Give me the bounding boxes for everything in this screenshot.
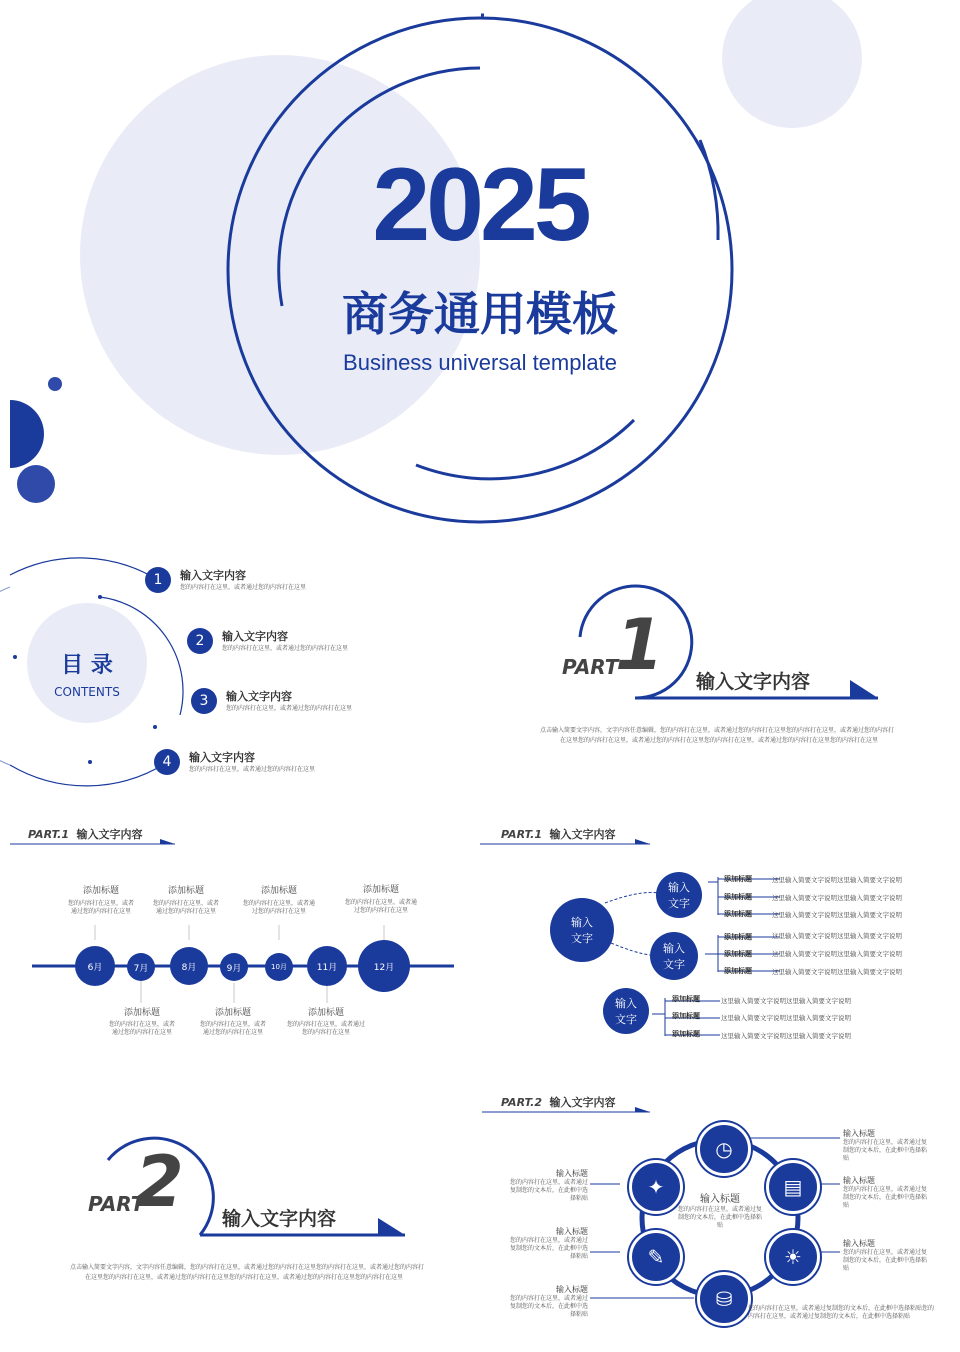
toc-slide [0,545,480,810]
top-item-desc2-2: 通过您的内容打在这里 [155,908,216,915]
tree-node-2[interactable]: 输入 文字 [650,932,698,980]
part2-number: 2 [135,1141,184,1223]
part2-desc-1: 点击输入简要文字内容，文字内容任意编辑，您的内容打在这里，或者通过您的内容打在这里您的内容打在这里，或者通过您的内容打 [70,1264,425,1271]
timeline-top-1 [55,883,147,916]
bottom-item-desc1-2: 您的内容打在这里，或者 [199,1021,266,1028]
top-item-desc1-1: 您的内容打在这里，或者 [67,900,134,907]
tree-tag-7: 添加标题 [672,995,700,1003]
cycle-item-desc-r3: 您的内容打在这里，或者通过复制您的文本后，在此框中选择粘贴 [843,1249,928,1272]
lightbulb-icon[interactable]: ☀ [766,1230,820,1284]
tree-slide [480,815,960,1065]
pen-icon[interactable]: ✎ [629,1230,683,1284]
tree-tag-4: 添加标题 [724,933,752,941]
bottom-item-title-2: 添加标题 [214,1008,251,1018]
tree-header-title: 输入文字内容 [549,828,616,841]
timeline-top-2 [140,883,232,916]
timeline-slide [0,815,480,1065]
bottom-item-desc2-1: 通过您的内容打在这里 [111,1029,172,1036]
cycle-item-desc-l2: 您的内容打在这里，或者通过复制您的文本后，在此框中选择粘贴 [509,1237,588,1260]
cycle-item-r1 [843,1128,928,1163]
cycle-item-title-l2: 输入标题 [556,1227,588,1236]
cycle-item-desc-r2: 您的内容打在这里，或者通过复制您的文本后，在此框中选择粘贴 [843,1186,928,1209]
top-item-title-4: 添加标题 [362,885,399,895]
month-12[interactable]: 12月 [358,940,410,992]
top-item-title-1: 添加标题 [82,886,119,896]
tree-desc-9: 这里输入简要文字说明这里输入简要文字说明 [721,1032,851,1040]
cycle-item-title-r1: 输入标题 [843,1129,875,1138]
cycle-slide [480,1080,960,1345]
cycle-bottom-desc: 您的内容打在这里，或者通过复制您的文本后，在此框中选择粘贴您的内容打在这里，或者通过复制您的文本后，在此框中选择粘贴 [748,1305,935,1320]
tree-desc-4: 这里输入简要文字说明这里输入简要文字说明 [772,932,902,940]
part1-label: PART [562,655,619,679]
timeline-bottom-2 [186,1005,280,1037]
toc-num-4: 4 [154,749,180,775]
toc-subtitle: CONTENTS [54,685,120,699]
tree-desc-3: 这里输入简要文字说明这里输入简要文字说明 [772,911,902,919]
cycle-item-desc-r1: 您的内容打在这里，或者通过复制您的文本后，在此框中选择粘贴 [843,1139,928,1162]
tree-desc-2: 这里输入简要文字说明这里输入简要文字说明 [772,894,902,902]
toc-num-3: 3 [191,688,217,714]
top-item-desc1-4: 您的内容打在这里，或者通 [344,899,417,906]
cycle-item-l2 [508,1226,588,1261]
tree-desc-6: 这里输入简要文字说明这里输入简要文字说明 [772,968,902,976]
tree-tag-9: 添加标题 [672,1030,700,1038]
tree-node-1[interactable]: 输入 文字 [656,872,702,918]
cover-title-cn: 商务通用模板 [342,287,618,341]
timeline-bottom-3 [276,1005,376,1037]
toc-item-title-1: 输入文字内容 [180,569,246,582]
cover-year: 2025 [372,147,588,263]
cycle-item-title-l1: 输入标题 [556,1169,588,1178]
month-7[interactable]: 7月 [127,953,155,981]
tree-tag-5: 添加标题 [724,950,752,958]
part2-slide [0,1080,480,1340]
tree-header-part: PART.1 [501,828,543,841]
cycle-header [501,1094,616,1110]
tree-root[interactable]: 输入 文字 [550,898,614,962]
tree-tag-2: 添加标题 [724,893,752,901]
tree-tag-3: 添加标题 [724,910,752,918]
cycle-item-title-l3: 输入标题 [556,1285,588,1294]
cycle-item-desc-l3: 您的内容打在这里，或者通过复制您的文本后，在此框中选择粘贴 [509,1295,588,1318]
month-10[interactable]: 10月 [265,953,293,981]
tree-tag-8: 添加标题 [672,1012,700,1020]
part2-title: 输入文字内容 [222,1208,337,1230]
top-item-desc1-2: 您的内容打在这里，或者 [152,900,219,907]
tree-tag-1: 添加标题 [724,875,752,883]
part1-desc-2: 在这里您的内容打在这里，或者通过您的内容打在这里您的内容打在这里，或者通过您的内容打在这里您的内容打在这里 [560,737,879,744]
timeline-header [28,826,143,842]
cycle-header-part: PART.2 [501,1096,543,1109]
tree-desc-5: 这里输入简要文字说明这里输入简要文字说明 [772,950,902,958]
cycle-header-title: 输入文字内容 [549,1096,616,1109]
toc-item-desc-3: 您的内容打在这里，或者通过您的内容打在这里 [226,705,353,712]
month-6[interactable]: 6月 [75,946,115,986]
top-item-desc1-3: 您的内容打在这里，或者通 [242,900,315,907]
tree-tag-6: 添加标题 [724,967,752,975]
cover-title-en: Business universal template [343,350,617,375]
tree-desc-7: 这里输入简要文字说明这里输入简要文字说明 [721,997,851,1005]
part1-slide [480,545,960,810]
cycle-item-l1 [508,1168,588,1203]
bottom-item-title-3: 添加标题 [307,1008,344,1018]
timeline-bottom-1 [95,1005,189,1037]
timeline-header-title: 输入文字内容 [76,828,143,841]
bottom-item-desc1-3: 您的内容打在这里，或者通过 [286,1021,365,1028]
top-item-desc2-4: 过您的内容打在这里 [353,907,408,914]
top-item-desc2-1: 通过您的内容打在这里 [70,908,131,915]
toc-item-title-2: 输入文字内容 [222,630,288,643]
tree-header [501,826,616,842]
document-icon[interactable]: ▤ [766,1160,820,1214]
timeline-header-part: PART.1 [28,828,70,841]
cycle-item-l3 [508,1284,588,1319]
puzzle-icon[interactable]: ✦ [629,1160,683,1214]
tree-desc-8: 这里输入简要文字说明这里输入简要文字说明 [721,1014,851,1022]
cycle-item-title-r2: 输入标题 [843,1176,875,1185]
cycle-item-r3 [843,1238,928,1273]
toc-item-title-3: 输入文字内容 [226,690,292,703]
month-8[interactable]: 8月 [170,947,208,985]
toc-item-title-4: 输入文字内容 [189,751,255,764]
month-11[interactable]: 11月 [307,946,347,986]
bottom-item-desc2-3: 您的内容打在这里 [301,1029,350,1036]
bottom-item-title-1: 添加标题 [123,1008,160,1018]
part1-desc-1: 点击输入简要文字内容，文字内容任意编辑，您的内容打在这里，或者通过您的内容打在这里您的内容打在这里，或者通过您的内容打 [540,727,895,734]
part2-desc-2: 在这里您的内容打在这里，或者通过您的内容打在这里您的内容打在这里，或者通过您的内容打在这里您的内容打在这里 [85,1274,404,1281]
cover-decoration [0,0,960,540]
bottom-item-desc2-2: 通过您的内容打在这里 [202,1029,263,1036]
part2-label: PART [88,1192,145,1216]
month-9[interactable]: 9月 [220,953,248,981]
bottom-item-desc1-1: 您的内容打在这里，或者 [108,1021,175,1028]
cycle-item-r2 [843,1175,928,1210]
toc-item-desc-1: 您的内容打在这里，或者通过您的内容打在这里 [180,584,307,591]
part1-title: 输入文字内容 [696,671,811,693]
timeline-top-3 [232,883,326,916]
part1-number: 1 [615,604,664,686]
cycle-item-title-r3: 输入标题 [843,1239,875,1248]
top-item-title-3: 添加标题 [260,886,297,896]
toc-num-2: 2 [187,628,213,654]
cycle-center-desc: 您的内容打在这里，或者通过复制您的文本后，在此框中选择粘贴 [677,1206,762,1229]
toc-title: 目 录 [61,653,113,678]
clock-icon[interactable]: ◷ [697,1122,751,1176]
top-item-desc2-3: 过您的内容打在这里 [251,908,306,915]
toc-num-1: 1 [145,567,171,593]
timeline-top-4 [334,882,428,915]
tree-node-3[interactable]: 输入 文字 [603,988,649,1034]
cycle-center-title: 输入标题 [700,1194,740,1205]
top-item-title-2: 添加标题 [167,886,204,896]
toc-item-desc-4: 您的内容打在这里，或者通过您的内容打在这里 [189,766,316,773]
cycle-item-desc-l1: 您的内容打在这里，或者通过复制您的文本后，在此框中选择粘贴 [509,1179,588,1202]
coins-icon[interactable]: ⛁ [697,1272,751,1326]
cover-slide [0,0,960,540]
toc-item-desc-2: 您的内容打在这里，或者通过您的内容打在这里 [222,645,349,652]
tree-desc-1: 这里输入简要文字说明这里输入简要文字说明 [772,876,902,884]
